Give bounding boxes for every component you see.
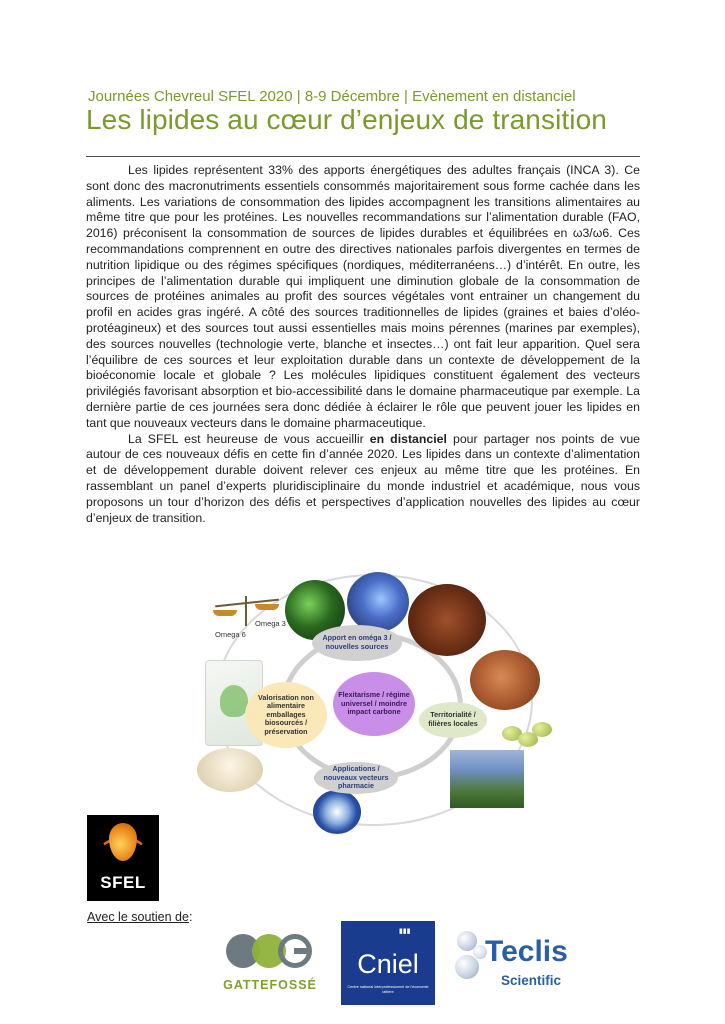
sponsors-label [87, 910, 192, 924]
event-header [88, 88, 648, 105]
flax-field-image [450, 750, 524, 808]
paragraph-1: Les lipides représentent 33% des apports énergétiques des adultes français (INCA 3). Ce sont donc des macronutriments essentiels consommés majoritairement sous forme cachée dans les aliments. Les variations de consommation des lipides accompagnent les transitions alimentaires au même titre que pour les protéines. Les nouvelles recommandations sur l’alimentation durable (FAO, 2016) préconisent la consommation de sources de lipides durables et équilibrées en ω3/ω6. Ces recommandations comprennent en outre des directives nationales parfois divergentes en termes de nutrition lipidique ou des régimes spécifiques (nordiques, méditerranéens…) d’intérêt. En outre, les principes de l’alimentation durable qui impliquent une diminution globale de la consommation de sources de protéines animales au profit des sources végétales vont entrainer un changement du profil en acides gras ingéré. A côté des sources traditionnelles de lipides (graines et baies d’oléo-protéagineux) et des sources tout aussi essentielles mais moins pérennes (marines par exemples), des sources nouvelles (technologie verte, blanche et insectes…) ont fait leur apparition. Quel sera l’équilibre de ces sources et leur exploitation durable dans un contexte de développement de la bioéconomie locale et globale ? Les molécules lipidiques constituent également des vecteurs privilégiés favorisant absorption et bio-accessibilité dans le domaine pharmaceutique par exemple. La dernière partie de ces journées sera donc dédiée à éclairer le rôle que peuvent jouer les lipides en tant que nouveaux vecteurs dans le domaine pharmaceutique. [86, 163, 640, 430]
teclis-logo-subtitle: Scientific [501, 973, 562, 988]
cniel-logo-subtitle: Centre national interprofessionnel de l'économie laitière [347, 985, 429, 994]
transition-diagram [205, 572, 545, 834]
omega-6-label: Omega 6 [215, 630, 246, 639]
sponsors-label-suffix: : [188, 910, 193, 924]
event-name: Journées Chevreul SFEL 2020 [88, 88, 293, 105]
sfel-logo [87, 815, 159, 901]
node-pharma-applications: Applications / nouveaux vecteurs pharmacie [314, 762, 398, 794]
gattefosse-logo [212, 934, 328, 1000]
node-flexitarism: Flexitarisme / régime universel / moindre impact carbone [333, 672, 415, 736]
node-territoriality: Territorialité / filières locales [419, 702, 487, 738]
gattefosse-logo-text: GATTEFOSSÉ [223, 978, 317, 992]
olives-image [500, 712, 556, 752]
omega-3-label: Omega 3 [255, 619, 286, 628]
separator: | [292, 88, 305, 105]
node-omega3-sources: Apport en oméga 3 / nouvelles sources [312, 625, 402, 661]
teclis-logo [453, 925, 577, 997]
separator: | [399, 88, 413, 105]
sponsors-label-text: Avec le soutien de [87, 910, 189, 924]
almonds-image [470, 650, 540, 710]
node-non-food: Valorisation non alimentaire emballages biosourcés / préservation [245, 682, 327, 748]
paragraph-2-text: pour partager nos points de vue autour de ces nouveaux défis en cette fin d’année 2020. Les lipides dans un contexte d’alimentation et de développement durable doivent relever ces enjeux au même titre que les protéines. En rassemblant un panel d’experts pluridisciplinaire du monde industriel et académique, nous vous proposons un tour d’horizon des défis et perspectives d’application nouvelles des lipides au cœur d’enjeux de transition. [86, 431, 640, 525]
bowl-image [197, 748, 263, 792]
page-title: Les lipides au cœur d’enjeux de transition [86, 104, 607, 135]
paragraph-2-text: La SFEL est heureuse de vous accueillir [128, 431, 370, 446]
divider [86, 156, 640, 157]
cniel-logo [341, 921, 435, 1005]
event-dates: 8-9 Décembre [304, 88, 400, 105]
seeds-image [408, 584, 486, 656]
body-text [86, 163, 640, 526]
sfel-logo-text: SFEL [100, 873, 146, 892]
microorganism-image [347, 572, 409, 632]
lipid-vesicle-image [313, 790, 361, 834]
paragraph-2 [86, 432, 640, 527]
bubble-icon [455, 955, 479, 979]
paragraph-2-emphasis: en distanciel [369, 431, 447, 446]
flag-icon: ▮▮▮ [399, 928, 411, 935]
event-mode: Evènement en distanciel [412, 88, 576, 105]
cniel-logo-text: Cniel [357, 949, 419, 979]
teclis-logo-text: Teclis [485, 935, 568, 968]
